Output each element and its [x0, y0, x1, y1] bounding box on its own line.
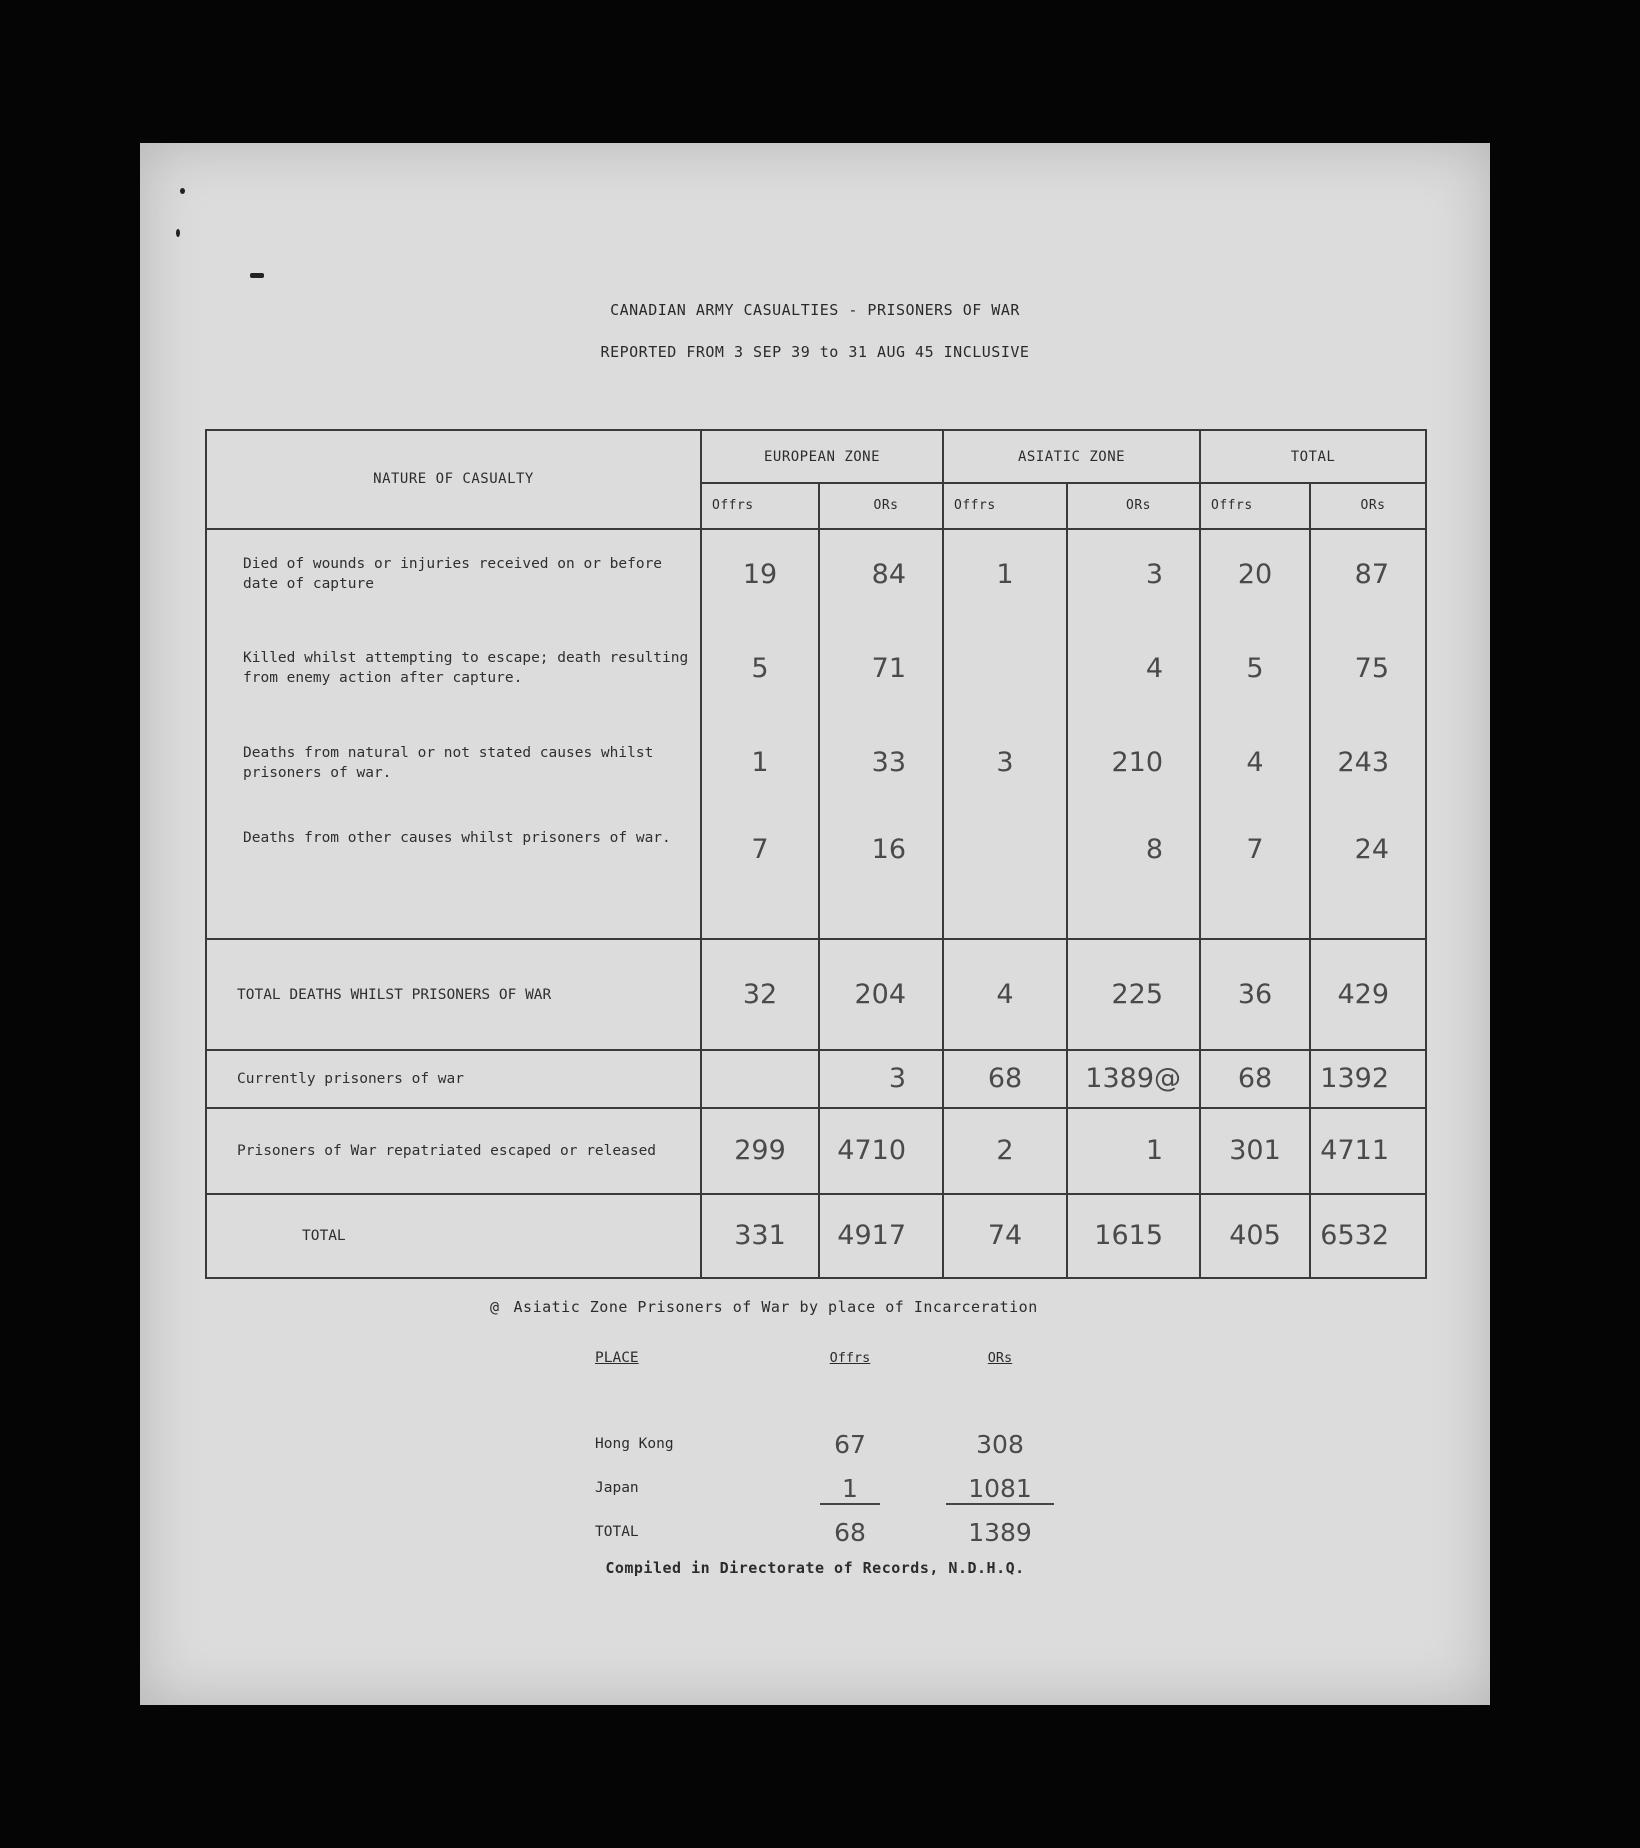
cell-value: 301	[1200, 1108, 1310, 1194]
place-name: Japan	[595, 1480, 639, 1496]
cell-value: 7	[1200, 808, 1310, 939]
cell-value: 1	[943, 529, 1067, 619]
paper-speck	[250, 273, 264, 278]
paper-speck	[180, 188, 185, 194]
cell-value: 20	[1200, 529, 1310, 619]
cell-value: 8	[1067, 808, 1200, 939]
cell-value: 3	[1067, 529, 1200, 619]
nature-of-casualty-header: NATURE OF CASUALTY	[206, 430, 701, 529]
cell-value: 33	[819, 717, 943, 807]
cell-value: 74	[943, 1194, 1067, 1278]
cell-value: 210	[1067, 717, 1200, 807]
cell-value: 24	[1310, 808, 1426, 939]
cell-value: 4	[1067, 619, 1200, 718]
table-row	[206, 939, 1426, 1050]
document-title: CANADIAN ARMY CASUALTIES - PRISONERS OF WAR	[610, 301, 1020, 319]
cell-value: 4	[1200, 717, 1310, 807]
cell-value: 5	[701, 619, 819, 718]
asiatic-zone-header: ASIATIC ZONE	[943, 430, 1200, 483]
table-row	[206, 1050, 1426, 1107]
casualty-table	[205, 429, 1427, 1279]
table-row	[595, 1422, 1075, 1466]
cell-value	[943, 808, 1067, 939]
row-label: Deaths from natural or not stated causes whilst prisoners of war.	[206, 717, 701, 807]
cell-value: 1615	[1067, 1194, 1200, 1278]
note-heading-text: Asiatic Zone Prisoners of War by place of Incarceration	[513, 1298, 1038, 1316]
cell-value: 4917	[819, 1194, 943, 1278]
row-label: TOTAL	[206, 1194, 701, 1278]
offrs-value: 1	[820, 1474, 880, 1505]
total-zone-header: TOTAL	[1200, 430, 1426, 483]
offrs-value: 67	[834, 1429, 866, 1459]
table-row	[595, 1510, 1075, 1554]
row-label: Killed whilst attempting to escape; death resulting from enemy action after capture.	[206, 619, 701, 718]
cell-value: 84	[819, 529, 943, 619]
offrs-column-header: Offrs	[829, 1350, 871, 1366]
cell-value: 2	[943, 1108, 1067, 1194]
cell-value: 4	[943, 939, 1067, 1050]
table-row	[206, 619, 1426, 718]
document-sheet	[140, 143, 1490, 1705]
table-row	[595, 1466, 1075, 1510]
cell-value: 75	[1310, 619, 1426, 718]
european-zone-header: EUROPEAN ZONE	[701, 430, 943, 483]
subheader-offrs: Offrs	[943, 483, 1067, 528]
subheader-ors: ORs	[1067, 483, 1200, 528]
cell-value: 68	[943, 1050, 1067, 1107]
place-name: Hong Kong	[595, 1436, 674, 1452]
cell-value: 3	[819, 1050, 943, 1107]
place-name: TOTAL	[595, 1524, 639, 1540]
document-subtitle: REPORTED FROM 3 SEP 39 to 31 AUG 45 INCLUSIVE	[600, 343, 1030, 361]
footnote-marker: @	[490, 1298, 500, 1316]
cell-value: 225	[1067, 939, 1200, 1050]
ors-value: 308	[976, 1429, 1024, 1459]
row-label: Prisoners of War repatriated escaped or released	[206, 1108, 701, 1194]
cell-value: 1392	[1310, 1050, 1426, 1107]
subheader-ors: ORs	[819, 483, 943, 528]
cell-value: 1	[701, 717, 819, 807]
cell-value	[701, 1050, 819, 1107]
subheader-offrs: Offrs	[1200, 483, 1310, 528]
cell-value: 16	[819, 808, 943, 939]
cell-value: 19	[701, 529, 819, 619]
table-row	[206, 1108, 1426, 1194]
row-label: Died of wounds or injuries received on or before date of capture	[206, 529, 701, 619]
table-row	[206, 808, 1426, 939]
cell-value: 4711	[1310, 1108, 1426, 1194]
ors-value: 1389	[968, 1517, 1032, 1547]
row-label: Currently prisoners of war	[206, 1050, 701, 1107]
cell-value: 32	[701, 939, 819, 1050]
row-label: Deaths from other causes whilst prisoners of war.	[206, 808, 701, 939]
cell-value: 68	[1200, 1050, 1310, 1107]
incarceration-note-heading	[490, 1298, 1038, 1316]
cell-value: 204	[819, 939, 943, 1050]
cell-value: 7	[701, 808, 819, 939]
cell-value: 1	[1067, 1108, 1200, 1194]
table-row	[206, 1194, 1426, 1278]
ors-value: 1081	[946, 1474, 1054, 1505]
cell-value: 429	[1310, 939, 1426, 1050]
ors-column-header: ORs	[987, 1350, 1013, 1366]
cell-value: 5	[1200, 619, 1310, 718]
paper-speck	[176, 229, 180, 237]
cell-value: 299	[701, 1108, 819, 1194]
incarceration-table	[595, 1338, 1075, 1554]
cell-value: 331	[701, 1194, 819, 1278]
row-label: TOTAL DEATHS WHILST PRISONERS OF WAR	[206, 939, 701, 1050]
table-row	[206, 717, 1426, 807]
cell-value: 3	[943, 717, 1067, 807]
cell-value: 36	[1200, 939, 1310, 1050]
compiled-by-footer: Compiled in Directorate of Records, N.D.H.Q.	[605, 1559, 1025, 1577]
subheader-ors: ORs	[1310, 483, 1426, 528]
cell-value: 243	[1310, 717, 1426, 807]
subheader-offrs: Offrs	[701, 483, 819, 528]
cell-value: 1389@	[1067, 1050, 1200, 1107]
place-column-header: PLACE	[595, 1350, 639, 1366]
offrs-value: 68	[834, 1517, 866, 1547]
cell-value: 87	[1310, 529, 1426, 619]
cell-value: 4710	[819, 1108, 943, 1194]
cell-value: 71	[819, 619, 943, 718]
table-row	[206, 529, 1426, 619]
cell-value	[943, 619, 1067, 718]
cell-value: 6532	[1310, 1194, 1426, 1278]
cell-value: 405	[1200, 1194, 1310, 1278]
